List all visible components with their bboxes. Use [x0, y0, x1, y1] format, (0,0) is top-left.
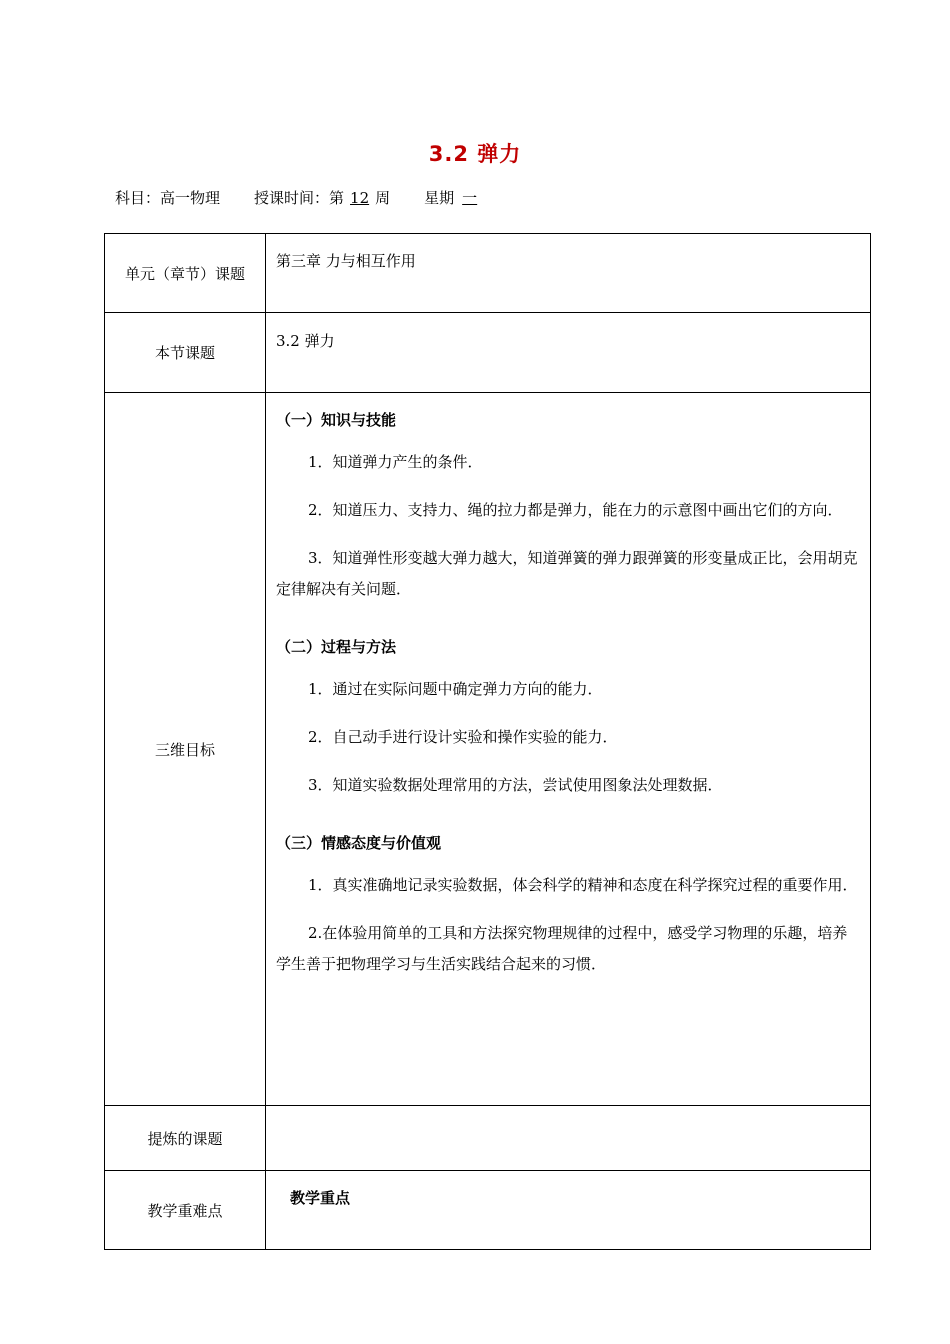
section-heading: （一）知识与技能 — [276, 411, 397, 429]
section-topic-label: 本节课题 — [105, 313, 266, 393]
objectives-content — [266, 393, 871, 1106]
unit-topic-value: 第三章 力与相互作用 — [266, 234, 871, 313]
week-suffix: 周 — [375, 189, 391, 207]
table-row — [105, 393, 871, 1106]
list-item: 2．自己动手进行设计实验和操作实验的能力． — [308, 728, 618, 746]
lesson-table — [104, 233, 871, 1250]
objectives-label: 三维目标 — [105, 393, 266, 1106]
weekday-value: 一 — [462, 189, 478, 207]
list-item: 1．知道弹力产生的条件． — [308, 453, 483, 471]
refined-topic-label: 提炼的课题 — [105, 1106, 266, 1171]
list-item: 1．通过在实际问题中确定弹力方向的能力． — [308, 680, 603, 698]
section-heading: （三）情感态度与价值观 — [276, 834, 442, 852]
list-item: 3．知道弹性形变越大弹力越大，知道弹簧的弹力跟弹簧的形变量成正比，会用胡克定律解决有关问题． — [276, 549, 858, 598]
list-item: 1．真实准确地记录实验数据，体会科学的精神和态度在科学探究过程的重要作用． — [308, 876, 858, 894]
refined-topic-value — [266, 1106, 871, 1171]
section-heading: （二）过程与方法 — [276, 638, 397, 656]
week-number: 12 — [350, 189, 370, 207]
unit-topic-label: 单元（章节）课题 — [105, 234, 266, 313]
lesson-meta — [115, 187, 489, 208]
table-row — [105, 1171, 871, 1250]
table-row — [105, 234, 871, 313]
weekday-label: 星期 — [424, 189, 455, 207]
key-difficulty-value: 教学重点 — [266, 1171, 871, 1250]
table-row — [105, 313, 871, 393]
table-row — [105, 1106, 871, 1171]
list-item: 2.在体验用简单的工具和方法探究物理规律的过程中，感受学习物理的乐趣，培养学生善于把物理学习与生活实践结合起来的习惯． — [276, 924, 848, 973]
key-difficulty-label: 教学重难点 — [105, 1171, 266, 1250]
subject-label: 科目：高一物理 — [115, 189, 221, 207]
list-item: 2．知道压力、支持力、绳的拉力都是弹力，能在力的示意图中画出它们的方向． — [308, 501, 843, 519]
list-item: 3．知道实验数据处理常用的方法，尝试使用图象法处理数据． — [308, 776, 723, 794]
time-label: 授课时间：第 — [254, 189, 345, 207]
section-topic-value: 3.2 弹力 — [266, 313, 871, 393]
page-title: 3.2 弹力 — [428, 142, 522, 166]
